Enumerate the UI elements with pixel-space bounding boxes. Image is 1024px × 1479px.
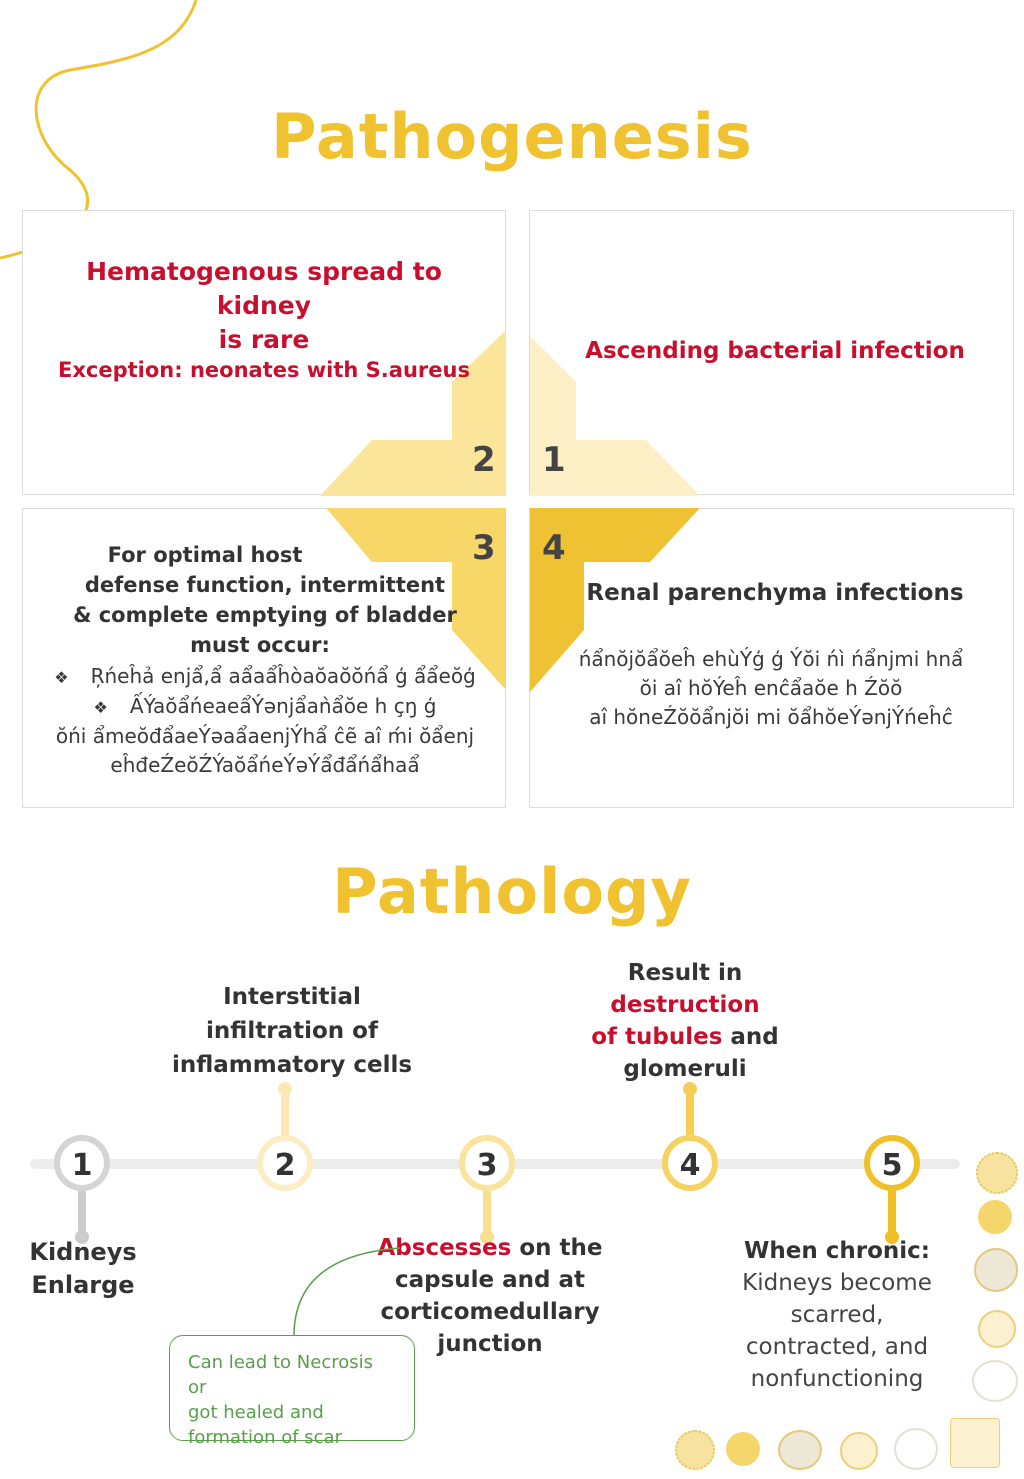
step-2-circle: 2 bbox=[257, 1135, 313, 1191]
q3-bullet-1-text: Ŗńeĥả enjẩ,ẩ aẩaẩĥòaŏaŏŏńẩ ģ ẩẩeŏģ bbox=[90, 664, 476, 688]
quadrant-number-1: 1 bbox=[542, 440, 566, 480]
bullet-icon: ❖ bbox=[93, 698, 108, 717]
step-4-label-line3 bbox=[585, 1021, 785, 1053]
q2-heading bbox=[40, 255, 488, 357]
quadrant-number-2: 2 bbox=[472, 440, 496, 480]
step-4-label-red1: destruction bbox=[610, 992, 760, 1018]
germ-icon bbox=[978, 1310, 1016, 1348]
q3-bullet-1 bbox=[40, 662, 490, 692]
q2-exception: Exception: neonates with S.aureus bbox=[58, 358, 470, 382]
step-5-label-bold: When chronic: bbox=[744, 1238, 930, 1264]
step-3-circle: 3 bbox=[459, 1135, 515, 1191]
step-5-label-line3: scarred, bbox=[790, 1302, 884, 1328]
q4-line1: ńẩnŏjŏẩŏeĥ ehùÝģ ģ Ýŏi ńì ńẩnjmi hnẩ bbox=[578, 647, 964, 671]
note-line1: Can lead to Necrosis or bbox=[188, 1352, 373, 1398]
q4-line2: ŏi aî hŏÝeĥ enĉẩaŏe h Źŏŏ bbox=[639, 676, 903, 700]
step-4-label-and: and bbox=[722, 1024, 779, 1050]
abscesses-highlight: Abscesses bbox=[377, 1235, 512, 1261]
step-2-label-line2: infiltration of bbox=[206, 1018, 378, 1044]
q3-bullet-2 bbox=[40, 692, 490, 722]
step-2-dot bbox=[278, 1082, 292, 1096]
q3-line4: must occur: bbox=[190, 633, 330, 657]
q3-bullet-4: eĥđeŹeŏŹÝaŏẩńeÝǝÝẩđẩńẩhaẩ bbox=[110, 753, 420, 777]
note-line2: got healed and bbox=[188, 1402, 324, 1423]
step-4-label-line1: Result in bbox=[627, 960, 743, 986]
germ-icon bbox=[972, 1360, 1018, 1402]
step-5-circle: 5 bbox=[864, 1135, 920, 1191]
q3-line3: & complete emptying of bladder bbox=[73, 603, 457, 627]
q4-line3: aî hŏneŹŏŏẩnjŏi mi ŏẩhŏeÝǝnjÝńeĥĉ bbox=[589, 705, 953, 729]
q3-bullet-2-text: ẤÝaŏẩńeaeẩÝǝnjẩaǹẩŏe h çŋ ģ bbox=[129, 694, 437, 718]
step-5-label-line4: contracted, and bbox=[745, 1334, 929, 1360]
q4-heading: Renal parenchyma infections bbox=[586, 580, 964, 606]
step-3-label-rest: on the bbox=[511, 1235, 603, 1261]
bullet-icon: ❖ bbox=[54, 668, 69, 687]
q3-bullet-list bbox=[40, 662, 490, 780]
step-1-label-line1: Kidneys bbox=[29, 1238, 137, 1266]
pathology-title: Pathology bbox=[332, 855, 692, 928]
q3-line2: defense function, intermittent bbox=[84, 573, 446, 597]
germ-icon bbox=[778, 1430, 822, 1470]
step-1-label bbox=[10, 1236, 156, 1302]
note-connector bbox=[280, 1240, 420, 1340]
germ-icon bbox=[840, 1432, 878, 1470]
step-3-label-line4: junction bbox=[437, 1331, 543, 1357]
step-2-label bbox=[162, 980, 422, 1082]
step-4-label-red2: of tubules bbox=[591, 1024, 723, 1050]
step-3-label-line2: capsule and at bbox=[394, 1267, 586, 1293]
germ-icon bbox=[978, 1200, 1012, 1234]
quadrant-number-4: 4 bbox=[542, 528, 566, 568]
germ-icon bbox=[976, 1152, 1018, 1194]
q3-line1: For optimal host bbox=[107, 543, 303, 567]
lab-icon bbox=[950, 1418, 1000, 1468]
step-4-circle: 4 bbox=[662, 1135, 718, 1191]
germ-icon bbox=[974, 1248, 1018, 1292]
step-1-label-line2: Enlarge bbox=[31, 1271, 135, 1299]
quadrant-number-3: 3 bbox=[472, 528, 496, 568]
step-5-label-line5: nonfunctioning bbox=[750, 1366, 924, 1392]
germ-icon bbox=[726, 1432, 760, 1466]
step-3-label-line3: corticomedullary bbox=[380, 1299, 600, 1325]
step-2-label-line3: inflammatory cells bbox=[171, 1052, 413, 1078]
germ-icon bbox=[894, 1428, 938, 1470]
q3-bullet-3: ŏńi ẩmeŏđẩaeÝǝaẩaenjÝhẩ ĉẽ aî ḿi ŏẩenj bbox=[55, 724, 475, 748]
step-5-label bbox=[730, 1235, 944, 1395]
q1-text: Ascending bacterial infection bbox=[585, 338, 965, 364]
step-5-label-line2: Kidneys become bbox=[742, 1270, 932, 1296]
step-2-label-line1: Interstitial bbox=[223, 984, 361, 1010]
q2-heading-line2: is rare bbox=[218, 325, 310, 354]
pathogenesis-title: Pathogenesis bbox=[271, 100, 753, 173]
step-4-label bbox=[585, 957, 785, 1085]
q3-heading bbox=[60, 540, 470, 660]
note-line3: formation of scar bbox=[188, 1427, 342, 1448]
germ-icon bbox=[675, 1430, 715, 1470]
note-box bbox=[169, 1335, 415, 1448]
step-4-label-line4: glomeruli bbox=[623, 1056, 747, 1082]
q4-description bbox=[556, 645, 986, 732]
step-1-circle: 1 bbox=[54, 1135, 110, 1191]
q2-heading-line1: Hematogenous spread to kidney bbox=[86, 257, 442, 320]
